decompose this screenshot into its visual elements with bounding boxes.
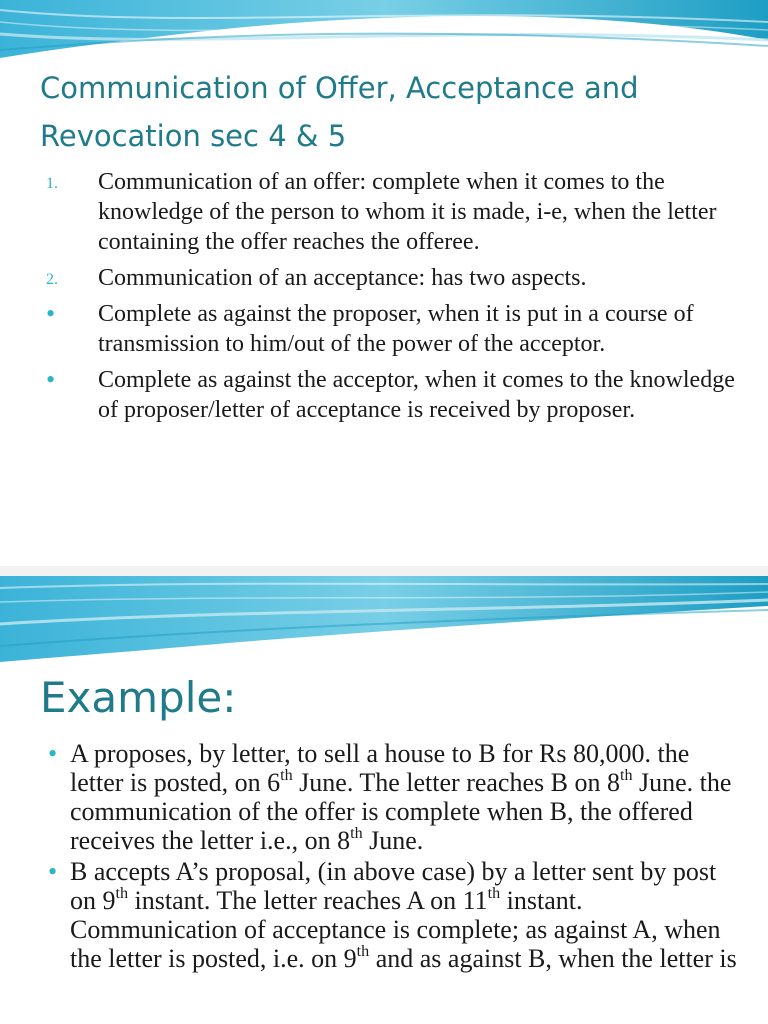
list-number: 1. <box>46 175 58 192</box>
list-item-text: Communication of an offer: complete when it comes to the knowledge of the person to whom it is made, i-e, when the letter containing the offer reaches the offeree. <box>98 169 717 255</box>
bullet-list <box>0 739 740 975</box>
text-run: instant. Communication of acceptance is complete; as against A, when the letter is posted, i.e. on 9 <box>70 886 721 973</box>
bullet-list <box>0 167 740 431</box>
list-item <box>0 299 740 359</box>
slide-title: Example: <box>40 673 237 722</box>
text-run: June. <box>362 826 424 855</box>
text-run: instant. The letter reaches A on 11 <box>128 886 488 915</box>
bullet-icon: • <box>46 365 56 394</box>
list-item-text: Communication of an acceptance: has two aspects. <box>98 265 587 291</box>
bullet-icon: • <box>48 857 58 886</box>
bullet-icon: • <box>48 739 58 768</box>
list-item <box>0 365 740 425</box>
slide-title: Communication of Offer, Acceptance and Revocation sec 4 & 5 <box>40 71 639 153</box>
text-run: June. The letter reaches B on 8 <box>292 768 620 797</box>
list-item-text: Complete as against the acceptor, when it comes to the knowledge of proposer/letter of acceptance is received by proposer. <box>98 367 735 423</box>
list-item <box>0 263 740 293</box>
wave-header-graphic <box>0 0 768 64</box>
list-item-text <box>70 857 740 973</box>
list-item <box>0 167 740 257</box>
list-item <box>0 857 740 973</box>
text-run: B accepts A’s proposal, (in above case) by a letter sent by post on 9 <box>70 857 717 915</box>
wave-header-graphic <box>0 576 768 666</box>
text-run: A proposes, by letter, to sell a house to B for Rs 80,000. the letter is posted, on 6 <box>70 739 690 797</box>
superscript: th <box>487 885 501 903</box>
list-item-text <box>70 739 740 855</box>
superscript: th <box>115 885 129 903</box>
text-run: June. the communication of the offer is complete when B, the offered receives the letter i.e., on 8 <box>70 768 732 855</box>
list-item <box>0 739 740 855</box>
list-item-text: Complete as against the proposer, when it is put in a course of transmission to him/out of the power of the acceptor. <box>98 301 694 357</box>
slide-2 <box>0 576 768 1024</box>
superscript: th <box>350 825 363 843</box>
slide-divider <box>0 566 768 576</box>
superscript: th <box>280 767 293 785</box>
list-number: 2. <box>46 271 58 288</box>
bullet-icon: • <box>46 299 56 328</box>
superscript: th <box>619 767 633 785</box>
superscript: th <box>356 943 370 961</box>
text-run: and as against B, when the letter is <box>369 944 737 973</box>
